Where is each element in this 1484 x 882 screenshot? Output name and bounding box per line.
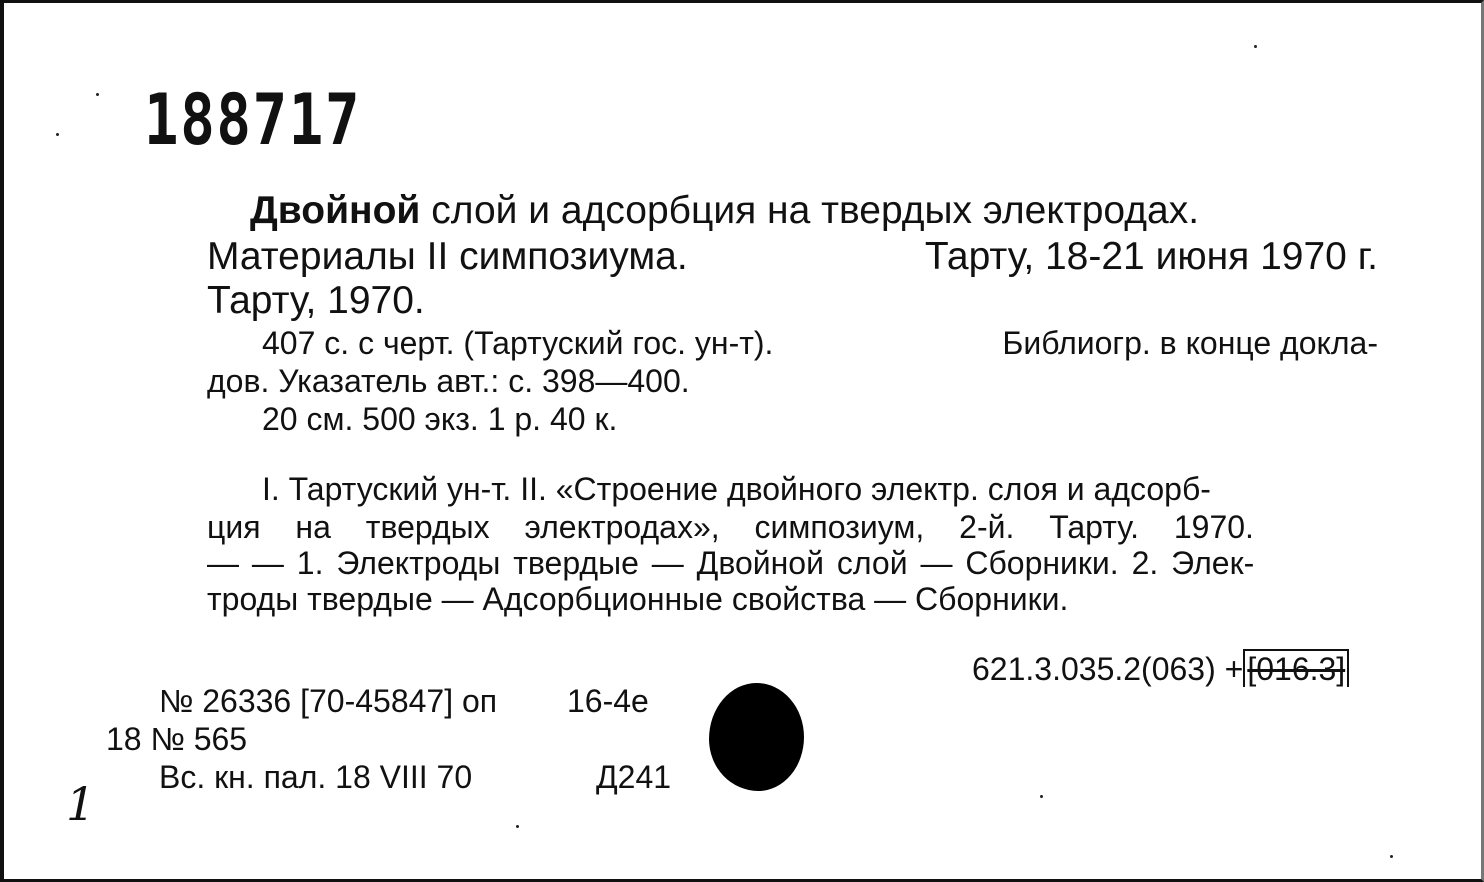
title-line-2-left: Материалы II симпозиума. (207, 235, 688, 278)
title-bold-word: Двойной (250, 189, 421, 232)
subjects-line-4: троды твердые — Адсорбционные свойства — Сборники. (207, 581, 1069, 617)
speck (96, 93, 99, 96)
description-line-2: дов. Указатель авт.: с. 398—400. (207, 363, 690, 399)
registry-line-1-right: 16-4е (567, 683, 649, 719)
speck (1254, 45, 1257, 48)
inventory-number: 188717 (144, 79, 362, 161)
registry-line-1-left: № 26336 [70-45847] оп (159, 683, 498, 719)
title-line-3: Тарту, 1970. (207, 279, 425, 322)
subjects-line-3: — — 1. Электроды твердые — Двойной слой — Сборники. 2. Элек- (207, 545, 1255, 581)
title-line-1-rest: слой и адсорбция на твердых электродах. (431, 189, 1200, 232)
udc-classification (972, 653, 1349, 685)
title-line-1 (250, 191, 1378, 230)
speck (1040, 795, 1043, 798)
title-line-2 (207, 237, 1378, 276)
udc-code: 621.3.035.2(063) + (972, 651, 1244, 687)
registry-line-3-right: Д241 (596, 759, 672, 795)
registry-line-3-left: Вс. кн. пал. 18 VIII 70 (159, 759, 473, 795)
margin-mark: 1 (66, 777, 96, 831)
subjects-line-2: ция на твердых электродах», симпозиум, 2-й. Тарту. 1970. (207, 509, 1254, 545)
description-line-1-left: 407 с. с черт. (Тартуский гос. ун-т). (262, 325, 774, 361)
title-line-2-right: Тарту, 18-21 июня 1970 г. (924, 235, 1378, 278)
description-line-3: 20 см. 500 экз. 1 р. 40 к. (262, 401, 618, 437)
registry-line-2: 18 № 565 (106, 721, 248, 757)
description-line-1 (262, 327, 1378, 359)
udc-struck: [016.3] (1243, 649, 1349, 687)
speck (56, 133, 59, 136)
punch-hole (709, 683, 804, 791)
description-line-1-right: Библиогр. в конце докла- (1002, 325, 1378, 361)
subjects-line-1: I. Тартуский ун-т. II. «Строение двойного электр. слоя и адсорб- (262, 471, 1211, 507)
speck (1390, 855, 1393, 858)
speck (516, 825, 519, 828)
